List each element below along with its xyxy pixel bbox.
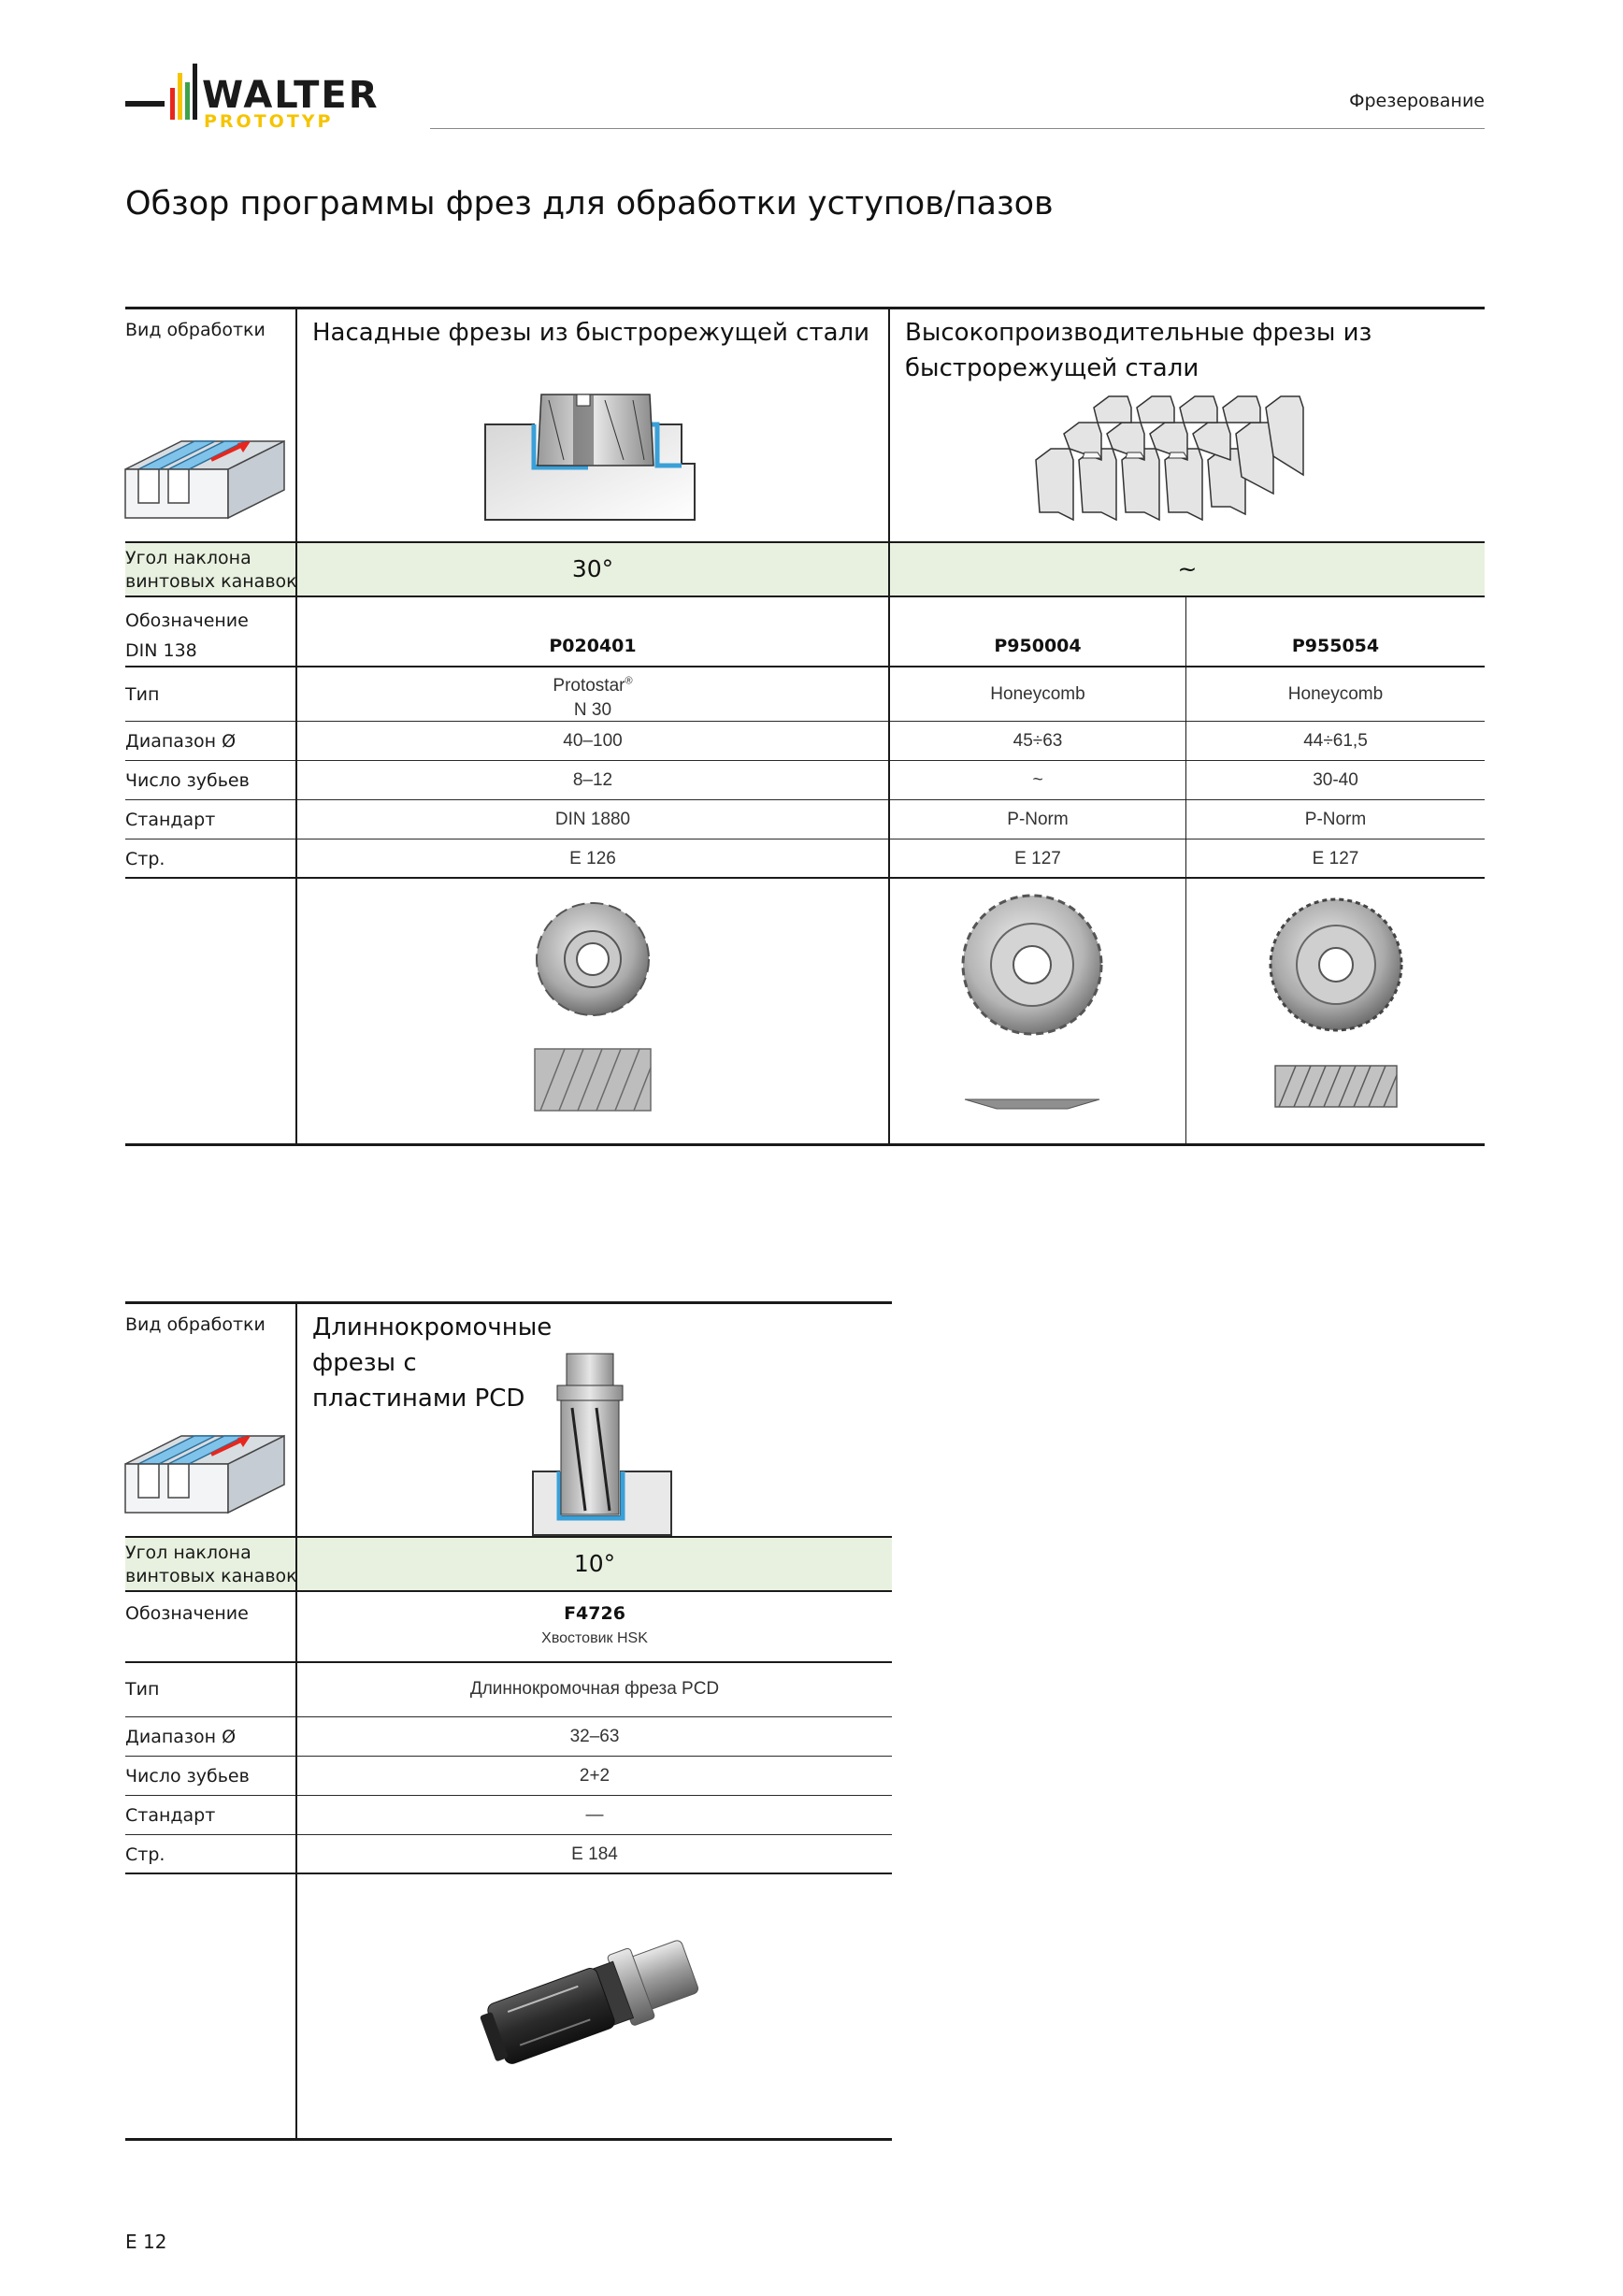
table2-rule bbox=[125, 1834, 892, 1835]
helix-label bbox=[125, 1542, 297, 1588]
row-value: E 127 bbox=[1014, 849, 1061, 868]
table1-col-rule bbox=[1185, 596, 1186, 1145]
group-title-line2: фрезы с bbox=[312, 1349, 417, 1377]
helix-value: 10° bbox=[573, 1550, 616, 1577]
group-title-line1: Длиннокромочные bbox=[312, 1313, 553, 1342]
row-label: Тип bbox=[125, 1679, 160, 1700]
row-label: Число зубьев bbox=[125, 770, 250, 791]
row-label: Стр. bbox=[125, 1844, 165, 1865]
row-value: ~ bbox=[1032, 770, 1043, 790]
group-title bbox=[312, 1310, 552, 1416]
row-label: Тип bbox=[125, 684, 160, 705]
row-value: 30-40 bbox=[1313, 770, 1358, 790]
product-code: P950004 bbox=[994, 636, 1082, 656]
row-value: E 184 bbox=[571, 1844, 618, 1864]
product-code: F4726 bbox=[564, 1603, 625, 1624]
row-value: 44÷61,5 bbox=[1303, 731, 1368, 751]
helix-value: ~ bbox=[1177, 555, 1198, 582]
table2-top-rule bbox=[125, 1301, 892, 1304]
shell-mill-photo bbox=[527, 901, 658, 1116]
table1-rule bbox=[125, 877, 1485, 879]
product-code: P020401 bbox=[549, 636, 637, 656]
designation-label-line2: DIN 138 bbox=[125, 640, 197, 661]
row-value: Honeycomb bbox=[990, 684, 1085, 704]
row-label: Стр. bbox=[125, 849, 165, 869]
header-rule bbox=[430, 128, 1485, 129]
group1-title: Насадные фрезы из быстрорежущей стали bbox=[312, 319, 870, 347]
row-value: E 126 bbox=[569, 849, 616, 868]
type-value-line2: N 30 bbox=[573, 700, 612, 721]
type-value-line1: Protostar® bbox=[553, 676, 633, 696]
table1-rule bbox=[125, 541, 1485, 543]
page-number: E 12 bbox=[125, 2231, 167, 2253]
pcd-cutter-photo bbox=[473, 1924, 725, 2083]
honeycomb-diagram bbox=[1036, 391, 1316, 522]
table2-rule bbox=[125, 1795, 892, 1796]
logo-bars-icon bbox=[125, 60, 200, 125]
table1-col-rule bbox=[888, 309, 890, 1145]
slot-machining-icon bbox=[125, 1427, 284, 1515]
pcd-cutter-slot-diagram bbox=[531, 1352, 681, 1539]
group2-title: Высокопроизводительные фрезы из быстрорежущей стали bbox=[905, 319, 1372, 382]
product-code-sub: Хвостовик HSK bbox=[541, 1630, 648, 1646]
helix-label-line2: винтовых канавок bbox=[125, 571, 297, 592]
table1-rule bbox=[125, 760, 1485, 761]
helix-label-line2: винтовых канавок bbox=[125, 1566, 297, 1586]
helix-label-line1: Угол наклона bbox=[125, 548, 251, 568]
process-label: Вид обработки bbox=[125, 320, 266, 340]
table1-rule bbox=[125, 799, 1485, 800]
slot-machining-icon bbox=[125, 432, 284, 521]
row-value: Длиннокромочная фреза PCD bbox=[469, 1679, 720, 1699]
table2-col-rule bbox=[295, 1303, 297, 2140]
row-label: Число зубьев bbox=[125, 1766, 250, 1787]
section-label: Фрезерование bbox=[1349, 91, 1485, 111]
table2-rule bbox=[125, 1756, 892, 1757]
table2-rule bbox=[125, 1590, 892, 1592]
honeycomb-cutter-photo bbox=[1266, 894, 1406, 1109]
designation-label: Обозначение bbox=[125, 1603, 249, 1624]
table1-rule bbox=[125, 666, 1485, 667]
shell-mill-slot-diagram bbox=[483, 391, 698, 522]
table2-rule bbox=[125, 1873, 892, 1874]
row-value: Honeycomb bbox=[1287, 684, 1384, 704]
row-value: DIN 1880 bbox=[554, 810, 631, 829]
table1-rule bbox=[125, 596, 1485, 597]
row-value: 8–12 bbox=[572, 770, 613, 790]
group-title-line3: пластинами PCD bbox=[312, 1385, 525, 1413]
row-value: — bbox=[585, 1805, 604, 1825]
logo-sub-text: PROTOTYP bbox=[204, 111, 334, 132]
row-value: 40–100 bbox=[563, 731, 623, 751]
product-code: P955054 bbox=[1291, 636, 1380, 656]
table2-bottom-rule bbox=[125, 2138, 892, 2141]
table2-rule bbox=[125, 1536, 892, 1538]
table1-col-rule bbox=[295, 309, 297, 1145]
table2-rule bbox=[125, 1716, 892, 1717]
row-label: Диапазон Ø bbox=[125, 1727, 237, 1747]
process-label: Вид обработки bbox=[125, 1314, 266, 1335]
row-label: Стандарт bbox=[125, 1805, 216, 1826]
page-title: Обзор программы фрез для обработки уступов/пазов bbox=[125, 185, 1054, 222]
helix-label bbox=[125, 547, 297, 594]
designation-label-line1: Обозначение bbox=[125, 610, 249, 631]
row-value: 2+2 bbox=[579, 1766, 610, 1786]
helix-label-line1: Угол наклона bbox=[125, 1543, 251, 1563]
table2-rule bbox=[125, 1661, 892, 1663]
honeycomb-cutter-photo bbox=[957, 897, 1107, 1112]
row-value: 45÷63 bbox=[1013, 731, 1063, 751]
row-value: P-Norm bbox=[1007, 810, 1069, 829]
row-value: P-Norm bbox=[1304, 810, 1367, 829]
row-label: Диапазон Ø bbox=[125, 731, 237, 752]
table1-top-rule bbox=[125, 307, 1485, 309]
designation-label bbox=[125, 606, 249, 666]
row-value: 32–63 bbox=[569, 1727, 620, 1746]
type-value bbox=[297, 669, 888, 723]
table1-bottom-rule bbox=[125, 1143, 1485, 1146]
helix-value: 30° bbox=[571, 555, 614, 582]
logo-main-text: WALTER bbox=[202, 74, 380, 117]
row-value: E 127 bbox=[1312, 849, 1359, 868]
row-label: Стандарт bbox=[125, 810, 216, 830]
